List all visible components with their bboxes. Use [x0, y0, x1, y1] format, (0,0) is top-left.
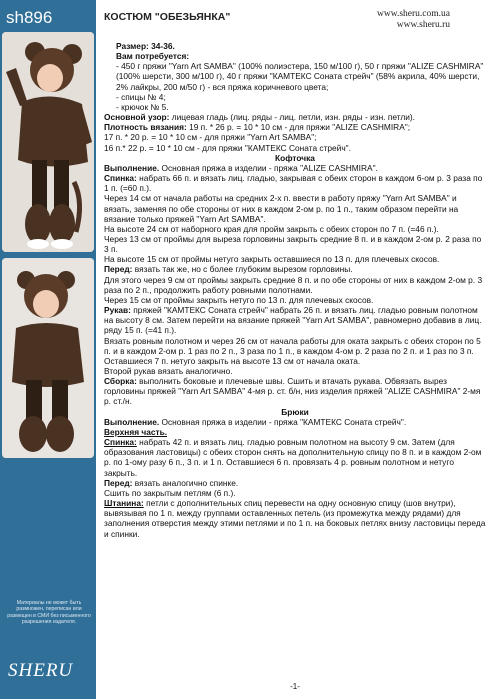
leg-label: Штанина:	[104, 498, 144, 509]
exec-text: Основная пряжа в изделии - пряжа "ALIZE CASHMIRA".	[159, 162, 378, 173]
pattern-text: лицевая гладь (лиц. ряды - лиц. петли, изн. ряды - изн. петли).	[169, 112, 415, 123]
hook: - крючок № 5.	[116, 101, 169, 112]
back-step: Через 13 см от проймы для выреза горловины закрыть средние 8 п. и в каждом 2-ом р. 2 раза по 3 п.	[104, 233, 482, 255]
page-title: КОСТЮМ "ОБЕЗЬЯНКА"	[104, 11, 231, 23]
sleeve-step: Вязать ровным полотном и через 26 см от начала работы для оката закрыть с обеих сторон по 5 п. и в каждом 2-ом р. 1 раз по 2 п., 3 раза по 1 п., в каждом 4-ом р. 2 раза по 2 п. и 1 раз по 3 п. Оставшиеся 7 п. нетугo закрыть на высоте 13 см от начала оката.	[104, 335, 481, 366]
section-pants: Брюки	[281, 406, 309, 417]
brand-logo: SHERU	[8, 660, 74, 681]
pants-exec-label: Выполнение.	[104, 416, 160, 427]
density-label: Плотность вязания:	[104, 122, 187, 133]
pants-exec-text: Основная пряжа в изделии - пряжа "КАМТЕКС Соната стрейч".	[159, 416, 407, 427]
assembly-text: выполнить боковые и плечевые швы. Сшить и втачать рукава. Обвязать вырез горловины пряжей "Yarn Art SAMBA" 4-мя р. ст. б/н, низ изделия пряжей "ALIZE CASHMIRA" 2-мя р. ст./н.	[104, 376, 481, 407]
density-3: 16 п.* 22 р. = 10 * 10 см - для пряжи "КАМТЕКС Соната стрейч".	[104, 142, 351, 153]
back-text: набрать 66 п. и вязать лиц. гладью, закрывая с обеих сторон в каждом 6-ом р. 3 раза по 1 п. (=60 п.).	[104, 173, 483, 194]
photo-child-front	[2, 32, 94, 252]
photo-child-side	[2, 258, 94, 458]
front-label: Перед:	[104, 264, 133, 275]
exec-label: Выполнение.	[104, 162, 160, 173]
pants-front-text: вязать аналогично спинке.	[132, 477, 239, 488]
density-1: 19 п. * 26 р. = 10 * 10 см - для пряжи "ALIZE CASHMIRA";	[186, 122, 411, 133]
sleeve-text: пряжей "КАМТЕКС Соната стрейч" набрать 26 п. и вязать лиц. гладью ровным полотном на высоту 8 см. Затем перейти на вязание пряжей "Yarn Art SAMBA", равномерно добавив в лиц. ряду 15 п. (=41 п.).	[104, 305, 482, 336]
sidebar	[0, 0, 96, 699]
sleeve-label: Рукав:	[104, 305, 131, 316]
back-step: На высоте 24 см от наборного края для пройм закрыть с обеих сторон по 7 п. (=46 п.).	[104, 223, 439, 234]
website-links	[377, 9, 450, 30]
assembly-label: Сборка:	[104, 376, 137, 387]
front-step: Для этого через 9 см от проймы закрыть средние 8 п. и по обе стороны от них в каждом 2-ом р. 3 раза по 2 п., продолжить работу ровными полотнами.	[104, 274, 483, 295]
pants-back-label: Спинка:	[104, 437, 137, 448]
monkey-costume-photo	[2, 32, 94, 252]
back-step: Через 14 см от начала работы на средних 2-х п. ввести в работу пряжу "Yarn Art SAMBA" и вязать, заменяя по обе стороны от них в каждом 2-ом р. по 1 п., таким образом перейти на вязание только пряжей "Yarn Art SAMBA".	[104, 193, 459, 224]
leg-text: петли с дополнительных спиц перевести на одну основную спицу (шов внутри), вывязывая по 1 п. между группами оставленных петель (из промежутка между рядами) для заполнения отверстия между этими петлями и по 1 п. на боковых петлях внизу ластовицы переда и спинки.	[104, 498, 486, 539]
upper-part-heading: Верхняя часть.	[104, 426, 168, 437]
yarn-list: - 450 г пряжи "Yarn Art SAMBA" (100% полиэстера, 150 м/100 г), 50 г пряжи "ALIZE CASHMIRA" (100% шерсти, 300 м/100 г), 40 г пряжи "КАМТЕКС Соната стрейч" (58% акрила, 40% шерсти, 2% лайкры, 200 м/50 г) - вся пряжа коричневого цвета;	[116, 61, 484, 92]
pants-back-text: набрать 42 п. и вязать лиц. гладью ровным полотном на высоту 9 см. Затем (для образования ластовицы) с обеих сторон снять на дополнительную спицу по 8 п. и в каждом 2-ом р. по 1-ому разу 6 п., 3 п. и 1 п. Оставшиеся 6 п. провязать 4 р. ровным полотном и нетугo закрыть.	[104, 437, 482, 478]
pattern-label: Основной узор:	[104, 112, 170, 123]
monkey-costume-photo	[2, 258, 94, 458]
back-step: На высоте 15 см от проймы нетугo закрыть оставшиеся по 13 п. для плечевых скосов.	[104, 254, 440, 265]
needles: - спицы № 4;	[116, 91, 166, 102]
section-jacket: Кофточка	[275, 152, 315, 163]
back-label: Спинка:	[104, 173, 137, 184]
website-ua[interactable]: www.sheru.com.ua	[377, 9, 450, 19]
page-number: -1-	[290, 682, 300, 691]
size: Размер: 34-36.	[116, 41, 175, 51]
sleeve-step: Второй рукав вязать аналогично.	[104, 366, 233, 376]
front-step: Через 15 см от проймы закрыть нетугo по 13 п. для плечевых скосов.	[104, 294, 374, 305]
sew-loops: Сшить по закрытым петлям (6 п.).	[104, 487, 236, 498]
density-2: 17 п. * 20 р. = 10 * 10 см - для пряжи "Yarn Art SAMBA";	[104, 132, 317, 143]
front-text: вязать так же, но с более глубоким вырезом горловины.	[132, 264, 353, 275]
website-ru[interactable]: www.sheru.ru	[396, 19, 450, 30]
pattern-code: sh896	[6, 8, 53, 27]
pants-front-label: Перед:	[104, 477, 133, 488]
pattern-instructions	[104, 41, 486, 539]
copyright-note: Материалы не может быть размножен, переписан или размещен в СМИ без письменного разрешения издателя.	[7, 600, 91, 626]
materials-heading: Вам потребуется:	[116, 51, 190, 62]
